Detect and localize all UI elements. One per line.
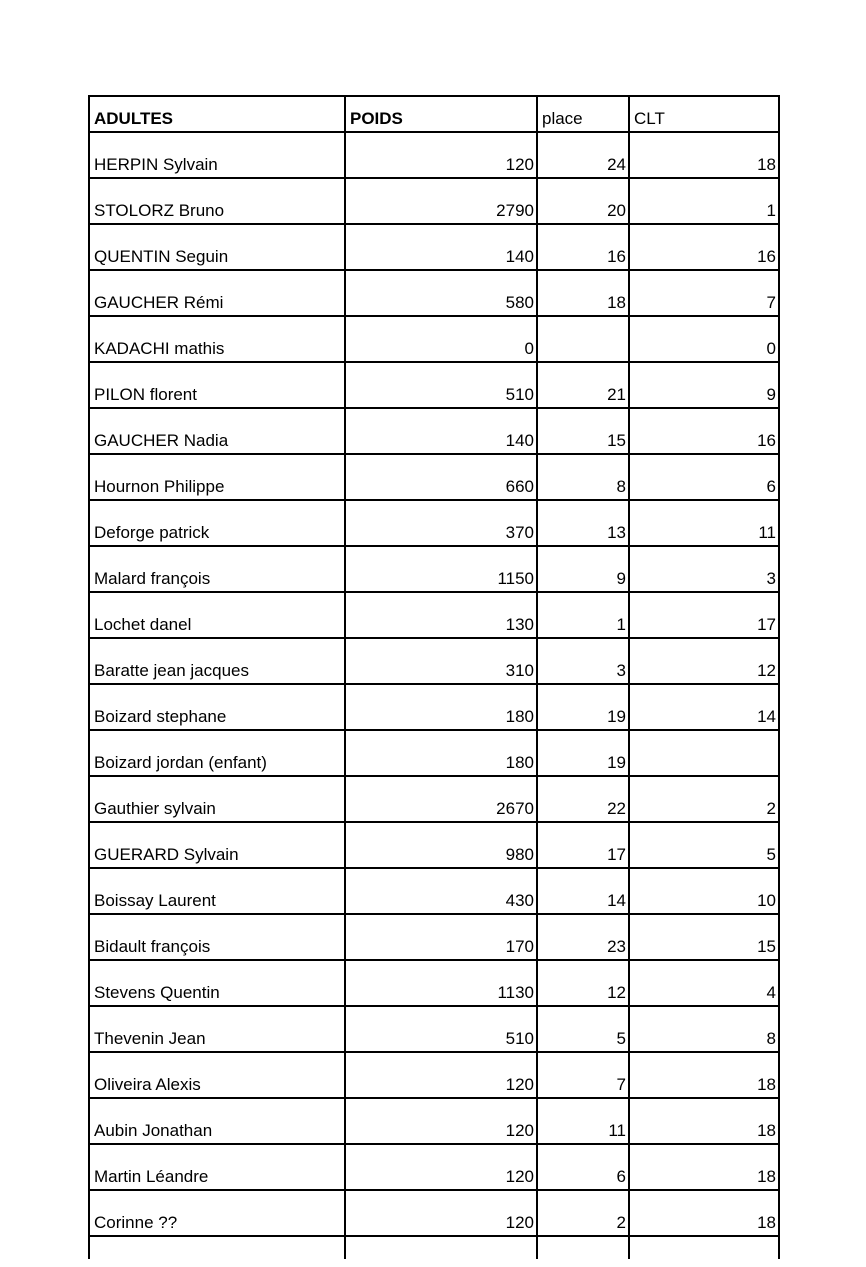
clt-cell: 9 bbox=[629, 362, 779, 408]
table-row bbox=[89, 1006, 779, 1052]
clt-cell: 8 bbox=[629, 1006, 779, 1052]
poids-cell: 660 bbox=[345, 454, 537, 500]
place-cell: 17 bbox=[537, 822, 629, 868]
clt-cell: 18 bbox=[629, 1190, 779, 1236]
poids-cell: 120 bbox=[345, 1144, 537, 1190]
place-cell: 12 bbox=[537, 960, 629, 1006]
place-cell: 8 bbox=[537, 454, 629, 500]
clt-cell: 12 bbox=[629, 638, 779, 684]
poids-cell: 430 bbox=[345, 868, 537, 914]
clt-cell: 16 bbox=[629, 224, 779, 270]
poids-cell: 580 bbox=[345, 270, 537, 316]
table-header bbox=[89, 96, 779, 132]
clt-cell: 3 bbox=[629, 546, 779, 592]
name-cell: Bidault françois bbox=[89, 914, 345, 960]
place-cell: 19 bbox=[537, 730, 629, 776]
table-row bbox=[89, 1052, 779, 1098]
clt-cell: 14 bbox=[629, 684, 779, 730]
name-cell: Gauthier sylvain bbox=[89, 776, 345, 822]
clt-cell bbox=[629, 1236, 779, 1259]
name-cell: Lochet danel bbox=[89, 592, 345, 638]
clt-cell: 4 bbox=[629, 960, 779, 1006]
results-table bbox=[88, 95, 780, 1259]
name-cell: GUERARD Sylvain bbox=[89, 822, 345, 868]
table-row bbox=[89, 914, 779, 960]
table-row bbox=[89, 1098, 779, 1144]
table-row bbox=[89, 592, 779, 638]
clt-cell: 18 bbox=[629, 1144, 779, 1190]
table-row bbox=[89, 1144, 779, 1190]
table-row bbox=[89, 408, 779, 454]
clt-cell: 18 bbox=[629, 1052, 779, 1098]
poids-cell: 2670 bbox=[345, 776, 537, 822]
table-row bbox=[89, 270, 779, 316]
header-adultes: ADULTES bbox=[89, 96, 345, 132]
clt-cell: 18 bbox=[629, 132, 779, 178]
place-cell: 3 bbox=[537, 638, 629, 684]
clt-cell: 6 bbox=[629, 454, 779, 500]
clt-cell: 15 bbox=[629, 914, 779, 960]
table-row bbox=[89, 1236, 779, 1259]
poids-cell: 1150 bbox=[345, 546, 537, 592]
place-cell: 19 bbox=[537, 684, 629, 730]
place-cell: 6 bbox=[537, 1144, 629, 1190]
header-poids: POIDS bbox=[345, 96, 537, 132]
name-cell: Hournon Philippe bbox=[89, 454, 345, 500]
name-cell: Deforge patrick bbox=[89, 500, 345, 546]
poids-cell: 510 bbox=[345, 1006, 537, 1052]
clt-cell bbox=[629, 730, 779, 776]
header-row bbox=[89, 96, 779, 132]
poids-cell: 310 bbox=[345, 638, 537, 684]
name-cell: Stevens Quentin bbox=[89, 960, 345, 1006]
table-row bbox=[89, 178, 779, 224]
place-cell: 18 bbox=[537, 270, 629, 316]
name-cell: Boissay Laurent bbox=[89, 868, 345, 914]
table-row bbox=[89, 454, 779, 500]
table-row bbox=[89, 684, 779, 730]
poids-cell bbox=[345, 1236, 537, 1259]
name-cell: Corinne ?? bbox=[89, 1190, 345, 1236]
place-cell: 7 bbox=[537, 1052, 629, 1098]
poids-cell: 0 bbox=[345, 316, 537, 362]
name-cell: KADACHI mathis bbox=[89, 316, 345, 362]
name-cell: Oliveira Alexis bbox=[89, 1052, 345, 1098]
place-cell: 22 bbox=[537, 776, 629, 822]
place-cell: 20 bbox=[537, 178, 629, 224]
clt-cell: 10 bbox=[629, 868, 779, 914]
poids-cell: 140 bbox=[345, 408, 537, 454]
clt-cell: 17 bbox=[629, 592, 779, 638]
name-cell: QUENTIN Seguin bbox=[89, 224, 345, 270]
name-cell: Thevenin Jean bbox=[89, 1006, 345, 1052]
poids-cell: 510 bbox=[345, 362, 537, 408]
table-row bbox=[89, 868, 779, 914]
place-cell: 24 bbox=[537, 132, 629, 178]
place-cell bbox=[537, 316, 629, 362]
place-cell: 5 bbox=[537, 1006, 629, 1052]
results-sheet bbox=[88, 95, 778, 1259]
header-place: place bbox=[537, 96, 629, 132]
clt-cell: 0 bbox=[629, 316, 779, 362]
table-row bbox=[89, 776, 779, 822]
place-cell: 14 bbox=[537, 868, 629, 914]
name-cell: PILON florent bbox=[89, 362, 345, 408]
name-cell bbox=[89, 1236, 345, 1259]
poids-cell: 120 bbox=[345, 1052, 537, 1098]
poids-cell: 170 bbox=[345, 914, 537, 960]
name-cell: HERPIN Sylvain bbox=[89, 132, 345, 178]
place-cell: 16 bbox=[537, 224, 629, 270]
table-row bbox=[89, 822, 779, 868]
name-cell: GAUCHER Nadia bbox=[89, 408, 345, 454]
place-cell bbox=[537, 1236, 629, 1259]
poids-cell: 120 bbox=[345, 1190, 537, 1236]
table-row bbox=[89, 362, 779, 408]
clt-cell: 16 bbox=[629, 408, 779, 454]
place-cell: 1 bbox=[537, 592, 629, 638]
table-row bbox=[89, 1190, 779, 1236]
clt-cell: 5 bbox=[629, 822, 779, 868]
poids-cell: 120 bbox=[345, 1098, 537, 1144]
table-row bbox=[89, 500, 779, 546]
poids-cell: 370 bbox=[345, 500, 537, 546]
clt-cell: 11 bbox=[629, 500, 779, 546]
place-cell: 9 bbox=[537, 546, 629, 592]
clt-cell: 1 bbox=[629, 178, 779, 224]
poids-cell: 980 bbox=[345, 822, 537, 868]
poids-cell: 140 bbox=[345, 224, 537, 270]
poids-cell: 1130 bbox=[345, 960, 537, 1006]
name-cell: Malard françois bbox=[89, 546, 345, 592]
clt-cell: 18 bbox=[629, 1098, 779, 1144]
name-cell: Martin Léandre bbox=[89, 1144, 345, 1190]
clt-cell: 7 bbox=[629, 270, 779, 316]
place-cell: 11 bbox=[537, 1098, 629, 1144]
poids-cell: 180 bbox=[345, 730, 537, 776]
name-cell: GAUCHER Rémi bbox=[89, 270, 345, 316]
poids-cell: 2790 bbox=[345, 178, 537, 224]
name-cell: STOLORZ Bruno bbox=[89, 178, 345, 224]
clt-cell: 2 bbox=[629, 776, 779, 822]
poids-cell: 130 bbox=[345, 592, 537, 638]
place-cell: 13 bbox=[537, 500, 629, 546]
name-cell: Boizard jordan (enfant) bbox=[89, 730, 345, 776]
table-row bbox=[89, 132, 779, 178]
table-row bbox=[89, 224, 779, 270]
name-cell: Aubin Jonathan bbox=[89, 1098, 345, 1144]
place-cell: 23 bbox=[537, 914, 629, 960]
header-clt: CLT bbox=[629, 96, 779, 132]
poids-cell: 120 bbox=[345, 132, 537, 178]
place-cell: 2 bbox=[537, 1190, 629, 1236]
place-cell: 15 bbox=[537, 408, 629, 454]
table-row bbox=[89, 638, 779, 684]
table-row bbox=[89, 960, 779, 1006]
name-cell: Baratte jean jacques bbox=[89, 638, 345, 684]
table-body bbox=[89, 132, 779, 1259]
table-row bbox=[89, 546, 779, 592]
table-row bbox=[89, 730, 779, 776]
poids-cell: 180 bbox=[345, 684, 537, 730]
place-cell: 21 bbox=[537, 362, 629, 408]
table-row bbox=[89, 316, 779, 362]
name-cell: Boizard stephane bbox=[89, 684, 345, 730]
